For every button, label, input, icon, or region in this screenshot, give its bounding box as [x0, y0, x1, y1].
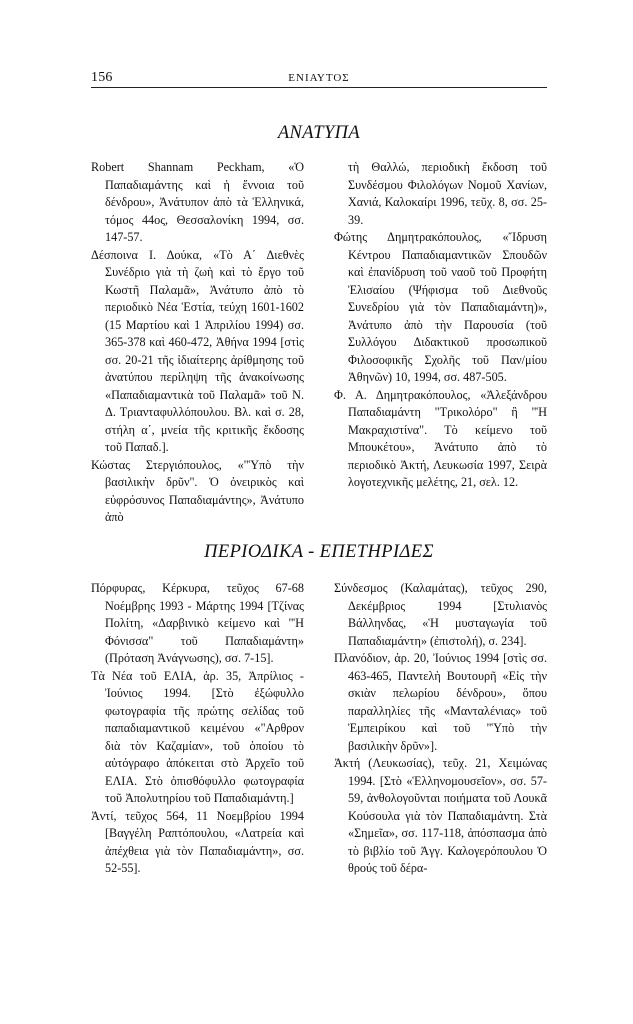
page-number: 156: [91, 70, 113, 85]
periodical-entry: Σύνδεσμος (Καλαμάτας), τεῦχος 290, Δεκέμβριος 1994 [Στυλιανὸς Βάλληνδας, «Ἡ μυσταγωγία τοῦ Παπαδιαμάντη» (ἐπιστολή), σ. 234].: [334, 581, 547, 648]
section-title-periodicals: ΠΕΡΙΟΔΙΚΑ - ΕΠΕΤΗΡΙΔΕΣ: [204, 542, 434, 562]
periodical-entry: Πλανόδιον, ἀρ. 20, Ἰούνιος 1994 [στὶς σσ. 463-465, Παντελὴ Βουτουρῆ «Εἰς τὴν σκιὰν πελωρίου δένδρου», ὅπου παραλληλίες τῆς «Μανταλένιας» τοῦ Ἐμπειρίκου καὶ τοῦ "Ὑπὸ τὴν βασιλικὴν δρῦν»].: [334, 651, 547, 753]
periodical-entry: Πόρφυρας, Κέρκυρα, τεῦχος 67-68 Νοέμβρης 1993 - Μάρτης 1994 [Τζίνας Πολίτη, «Δαρβινικὸ κείμενο καὶ "Ἡ Φόνισσα" τοῦ Παπαδιαμάντη» (Πρόταση Ἀνάγνωσης), σσ. 7-15].: [91, 581, 304, 665]
bibliography-entry-continued: τὴ Θαλλώ, περιοδικὴ ἔκδοση τοῦ Συνδέσμου Φιλολόγων Νομοῦ Χανίων, Χανιά, Καλοκαίρι 1996, τεῦχ. 8, σσ. 25-39.: [348, 160, 547, 227]
bibliography-entry: Δέσποινα Ι. Δούκα, «Τὸ Α΄ Διεθνὲς Συνέδριο γιὰ τὴ ζωὴ καὶ τὸ ἔργο τοῦ Κωστῆ Παλαμᾶ», Ἀνάτυπο ἀπὸ τὸ περιοδικὸ Νέα Ἑστία, τεύχη 1601-1602 (15 Μαρτίου καὶ 1 Ἀπριλίου 1994) σσ. 365-378 καὶ 460-472, Ἀθήνα 1994 [στὶς σσ. 20-21 τῆς ἰδιαίτερης ἀρίθμησης τοῦ ἀνατύπου περίληψη τῆς ἀνακοίνωσης «Παπαδιαμαντικὰ τοῦ Παλαμᾶ» τοῦ Ν. Δ. Τριανταφυλλόπουλου. Βλ. καὶ σ. 28, στήλη α΄, μνεία τῆς κριτικῆς ἔκδοσης τοῦ Παπαδ.].: [91, 247, 304, 454]
bibliography-entry: Φ. Α. Δημητρακόπουλος, «Ἀλεξάνδρου Παπαδιαμάντη "Τρικολόρο" ἢ "Ἡ Μακραχιστίνα". Τὸ κείμενο τοῦ Μπουκέτου», Ἀνάτυπο ἀπὸ τὸ περιοδικὸ Ἀκτή, Λευκωσία 1997, Σειρὰ λογοτεχνικῆς μελέτης, 21, σελ. 12.: [334, 387, 547, 489]
bibliography-entry: Robert Shannam Peckham, «Ὁ Παπαδιαμάντης καὶ ἡ ἔννοια τοῦ δένδρου», Ἀνάτυπον ἀπὸ τὰ Ἑλληνικά, τόμος 44ος, Θεσσαλονίκη 1994, σσ. 147-57.: [91, 160, 304, 244]
page-header: [91, 66, 547, 86]
header-rule: [91, 87, 547, 88]
offprints-right-column: [334, 159, 547, 492]
periodicals-right-column: [334, 580, 547, 878]
periodical-entry: Ἀκτή (Λευκωσίας), τεῦχ. 21, Χειμώνας 1994. [Στὸ «Ἑλληνομουσεῖον», σσ. 57-59, ἀνθολογοῦνται ποιήματα τοῦ Λουκᾶ Κούσουλα γιὰ τὸν Παπαδιαμάντη. Στὰ «Σημεῖα», σσ. 117-118, ἀπόσπασμα ἀπὸ τὸ βιβλίο τοῦ Ἀγγ. Καλογερόπουλου Ὁ θρούς τοῦ δέρα-: [334, 756, 547, 875]
bibliography-entry: Φώτης Δημητρακόπουλος, «Ἴδρυση Κέντρου Παπαδιαμαντικῶν Σπουδῶν καὶ ἐπανίδρυση τοῦ ναοῦ τοῦ Προφήτη Ἐλισαίου (Ψήφισμα τοῦ Διεθνοῦς Συνεδρίου γιὰ τὸν Παπαδιαμάντη)», Ἀνάτυπο ἀπὸ τὴν Παρουσία (τοῦ Συλλόγου Διδακτικοῦ προσωπικοῦ Φιλοσοφικῆς Σχολῆς τοῦ Παν/μίου Ἀθηνῶν) 10, 1994, σσ. 487-505.: [334, 230, 547, 384]
running-title: ΕΝΙΑΥΤΟΣ: [288, 72, 350, 84]
periodical-entry: Τὰ Νέα τοῦ ΕΛΙΑ, ἀρ. 35, Ἀπρίλιος - Ἰούνιος 1994. [Στὸ ἐξώφυλλο φωτογραφία τῆς πρώτης σελίδας τοῦ παπαδιαμαντικοῦ κειμένου «"Αρθρον διὰ τὸν Καζαμίαν», τοῦ ὁποίου τὸ αὐτόγραφο ἀπόκειται στὸ Ἀρχεῖο τοῦ ΕΛΙΑ. Στὸ ὀπισθόφυλλο φωτογραφία τοῦ Ἀπολυτηρίου τοῦ Παπαδιαμάντη.]: [91, 668, 304, 805]
offprints-left-column: [91, 159, 304, 527]
bibliography-entry: Κώστας Στεργιόπουλος, «"Ὑπὸ τὴν βασιλικὴν δρῦν". Ὁ ὀνειρικὸς καὶ εὐφρόσυνος Παπαδιαμάντης», Ἀνάτυπο ἀπὸ: [91, 457, 304, 524]
section-title-offprints: ΑΝΑΤΥΠΑ: [277, 123, 361, 143]
periodicals-left-column: [91, 580, 304, 878]
periodical-entry: Ἀντί, τεῦχος 564, 11 Νοεμβρίου 1994 [Βαγγέλη Ραπτόπουλου, «Λατρεία καὶ ἀπέχθεια γιὰ τὸν Παπαδιαμάντη», σσ. 52-55].: [91, 808, 304, 875]
